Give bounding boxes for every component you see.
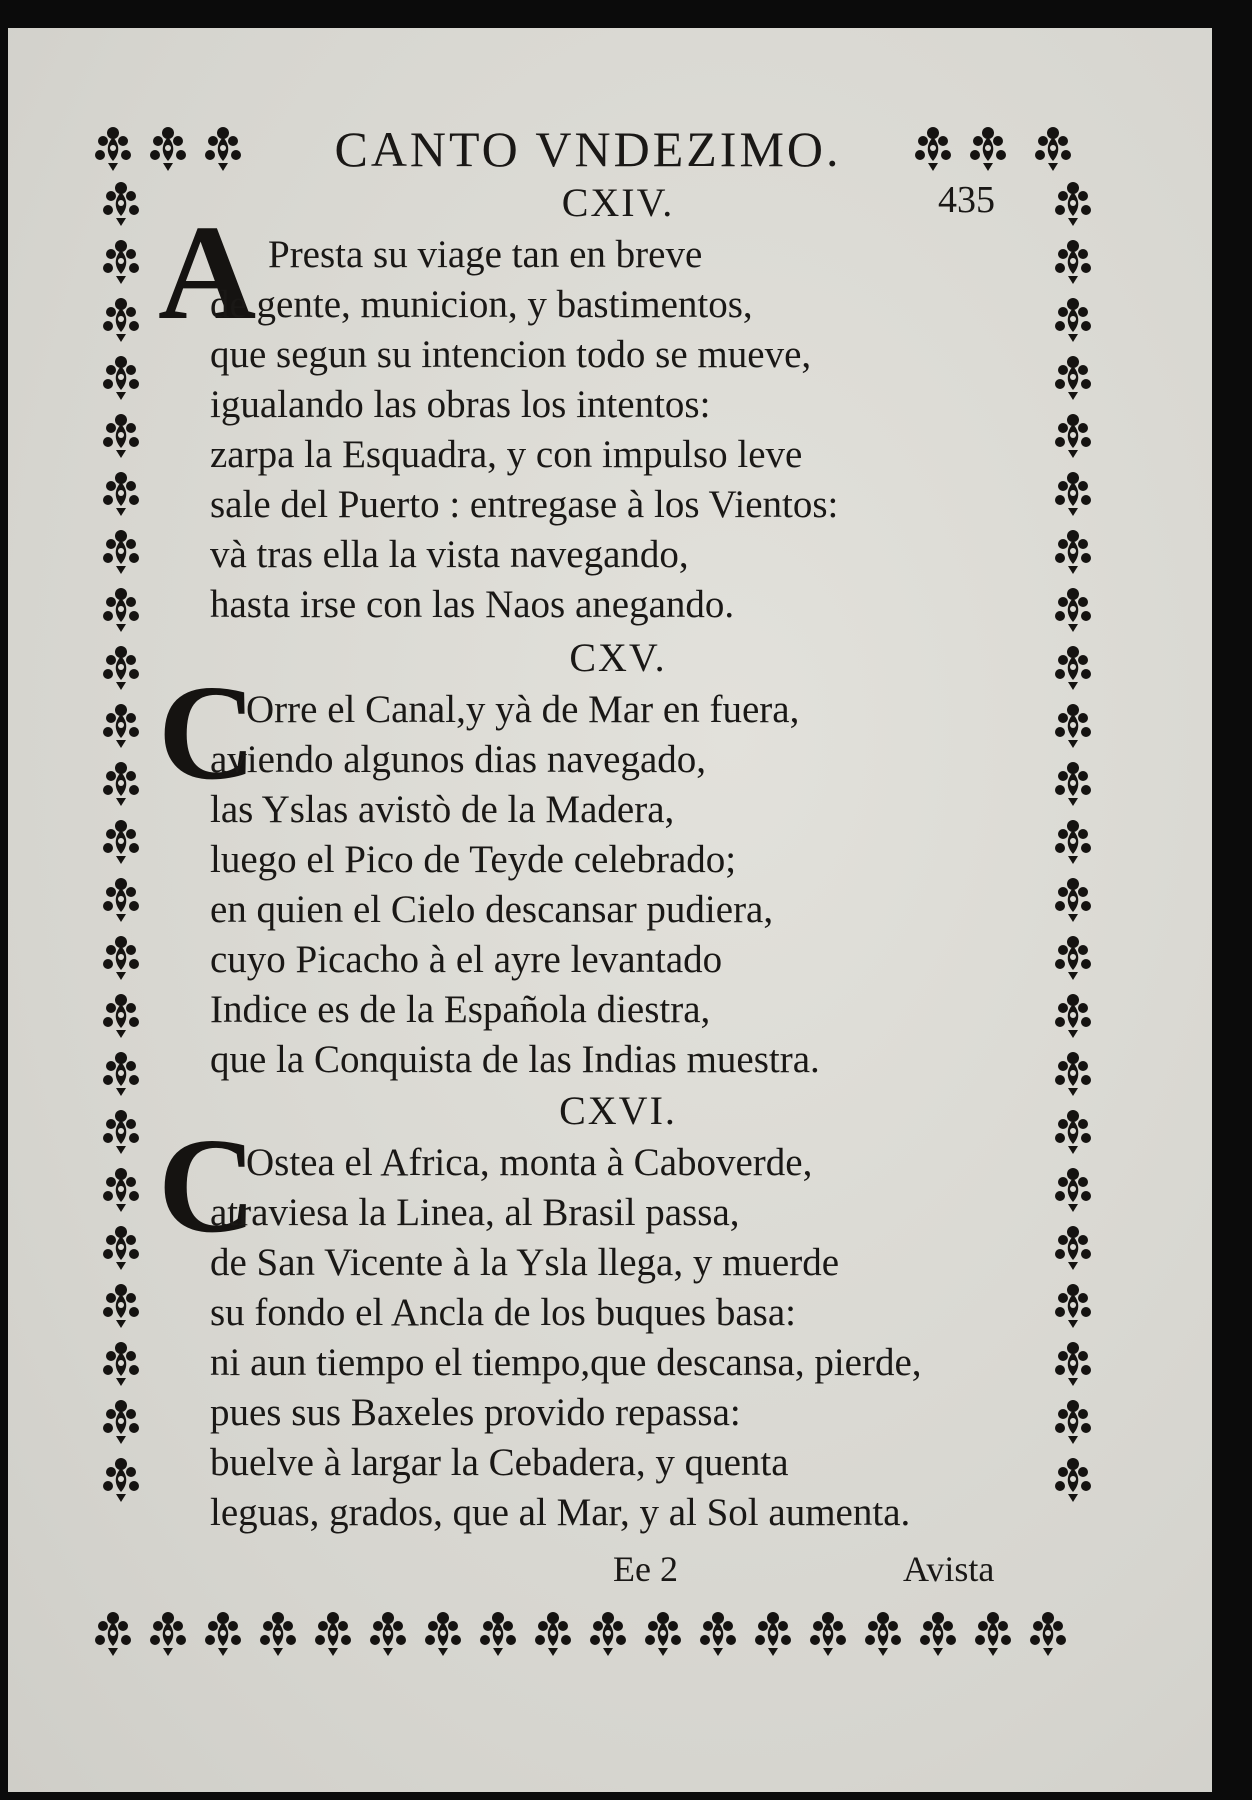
fleuron-icon	[1048, 816, 1098, 866]
fleuron-icon	[96, 1454, 146, 1504]
fleuron-icon	[96, 526, 146, 576]
fleuron-icon	[803, 1608, 853, 1658]
fleuron-icon	[96, 584, 146, 634]
fleuron-icon	[96, 410, 146, 460]
fleuron-icon	[198, 1608, 248, 1658]
stanza-number: CXVI.	[559, 1088, 677, 1133]
verse-line: Indice es de la Española diestra,	[210, 988, 711, 1031]
fleuron-icon	[96, 1338, 146, 1388]
verse-line: pues sus Baxeles provido repassa:	[210, 1391, 741, 1434]
fleuron-icon	[1048, 700, 1098, 750]
fleuron-icon	[96, 1222, 146, 1272]
fleuron-icon	[1048, 1106, 1098, 1156]
drop-cap: C	[158, 1111, 257, 1261]
fleuron-icon	[1048, 1164, 1098, 1214]
fleuron-icon	[96, 758, 146, 808]
verse-line: aviendo algunos dias navegado,	[210, 738, 707, 781]
fleuron-icon	[1048, 410, 1098, 460]
fleuron-icon	[1048, 526, 1098, 576]
fleuron-icon	[308, 1608, 358, 1658]
verse-line: leguas, grados, que al Mar, y al Sol aumenta.	[210, 1491, 911, 1534]
fleuron-icon	[96, 468, 146, 518]
verse-line: que la Conquista de las Indias muestra.	[210, 1038, 820, 1081]
fleuron-icon	[96, 990, 146, 1040]
fleuron-icon	[1048, 1222, 1098, 1272]
fleuron-icon	[1048, 584, 1098, 634]
fleuron-icon	[96, 352, 146, 402]
verse-line: hasta irse con las Naos anegando.	[210, 583, 735, 626]
fleuron-icon	[913, 1608, 963, 1658]
fleuron-icon	[96, 874, 146, 924]
signature-mark: Ee 2	[613, 1549, 678, 1589]
fleuron-icon	[1048, 1454, 1098, 1504]
fleuron-icon	[1023, 1608, 1073, 1658]
verse-line: igualando las obras los intentos:	[210, 383, 711, 426]
fleuron-icon	[96, 1048, 146, 1098]
fleuron-icon	[96, 236, 146, 286]
fleuron-icon	[1048, 1280, 1098, 1330]
fleuron-icon	[418, 1608, 468, 1658]
verse-line: atraviesa la Linea, al Brasil passa,	[210, 1191, 740, 1234]
verse-line: que segun su intencion todo se mueve,	[210, 333, 812, 376]
running-head	[8, 114, 1212, 184]
stanza-number: CXV.	[569, 635, 667, 680]
fleuron-icon	[858, 1608, 908, 1658]
fleuron-icon	[583, 1608, 633, 1658]
book-page	[8, 28, 1212, 1792]
fleuron-icon	[96, 1280, 146, 1330]
drop-cap: C	[158, 658, 257, 808]
fleuron-icon	[1048, 468, 1098, 518]
page-number: 435	[938, 179, 995, 221]
verse-line: de gente, municion, y bastimentos,	[210, 283, 753, 326]
fleuron-icon	[96, 816, 146, 866]
verse-line: las Yslas avistò de la Madera,	[210, 788, 675, 831]
fleuron-icon	[96, 642, 146, 692]
fleuron-icon	[1048, 1338, 1098, 1388]
stanza-number: CXIV.	[561, 180, 675, 225]
fleuron-icon	[638, 1608, 688, 1658]
fleuron-icon	[1048, 236, 1098, 286]
fleuron-icon	[1048, 294, 1098, 344]
verse-line: cuyo Picacho à el ayre levantado	[210, 938, 723, 981]
fleuron-icon	[96, 932, 146, 982]
fleuron-icon	[253, 1608, 303, 1658]
fleuron-icon	[143, 1608, 193, 1658]
verse-line: ni aun tiempo el tiempo,que descansa, pierde,	[210, 1341, 922, 1384]
fleuron-icon	[96, 1106, 146, 1156]
fleuron-icon	[1048, 990, 1098, 1040]
fleuron-icon	[96, 1396, 146, 1446]
fleuron-icon	[96, 178, 146, 228]
fleuron-icon	[1048, 352, 1098, 402]
verse-line: Orre el Canal,y yà de Mar en fuera,	[246, 688, 800, 731]
verse-line: Presta su viage tan en breve	[268, 233, 703, 276]
fleuron-icon	[96, 700, 146, 750]
verse-line: su fondo el Ancla de los buques basa:	[210, 1291, 796, 1334]
fleuron-icon	[96, 1164, 146, 1214]
fleuron-icon	[968, 1608, 1018, 1658]
drop-cap: A	[158, 198, 257, 348]
verse-line: Ostea el Africa, monta à Caboverde,	[246, 1141, 813, 1184]
verse-line: en quien el Cielo descansar pudiera,	[210, 888, 774, 931]
verse-line: zarpa la Esquadra, y con impulso leve	[210, 433, 803, 476]
fleuron-icon	[1048, 874, 1098, 924]
fleuron-icon	[473, 1608, 523, 1658]
page-title: CANTO VNDEZIMO.	[334, 121, 842, 177]
fleuron-icon	[748, 1608, 798, 1658]
verse-line: sale del Puerto : entregase à los Vientos:	[210, 483, 839, 526]
verse-line: và tras ella la vista navegando,	[210, 533, 689, 576]
verse-line: de San Vicente à la Ysla llega, y muerde	[210, 1241, 840, 1284]
verse-line: luego el Pico de Teyde celebrado;	[210, 838, 737, 881]
fleuron-icon	[528, 1608, 578, 1658]
fleuron-icon	[1048, 1396, 1098, 1446]
fleuron-icon	[1048, 178, 1098, 228]
verse-line: buelve à largar la Cebadera, y quenta	[210, 1441, 789, 1484]
catchword: Avista	[903, 1549, 995, 1589]
fleuron-icon	[1048, 932, 1098, 982]
fleuron-icon	[1048, 1048, 1098, 1098]
fleuron-icon	[693, 1608, 743, 1658]
fleuron-icon	[88, 1608, 138, 1658]
fleuron-icon	[96, 294, 146, 344]
fleuron-icon	[1048, 758, 1098, 808]
fleuron-icon	[363, 1608, 413, 1658]
fleuron-icon	[1048, 642, 1098, 692]
